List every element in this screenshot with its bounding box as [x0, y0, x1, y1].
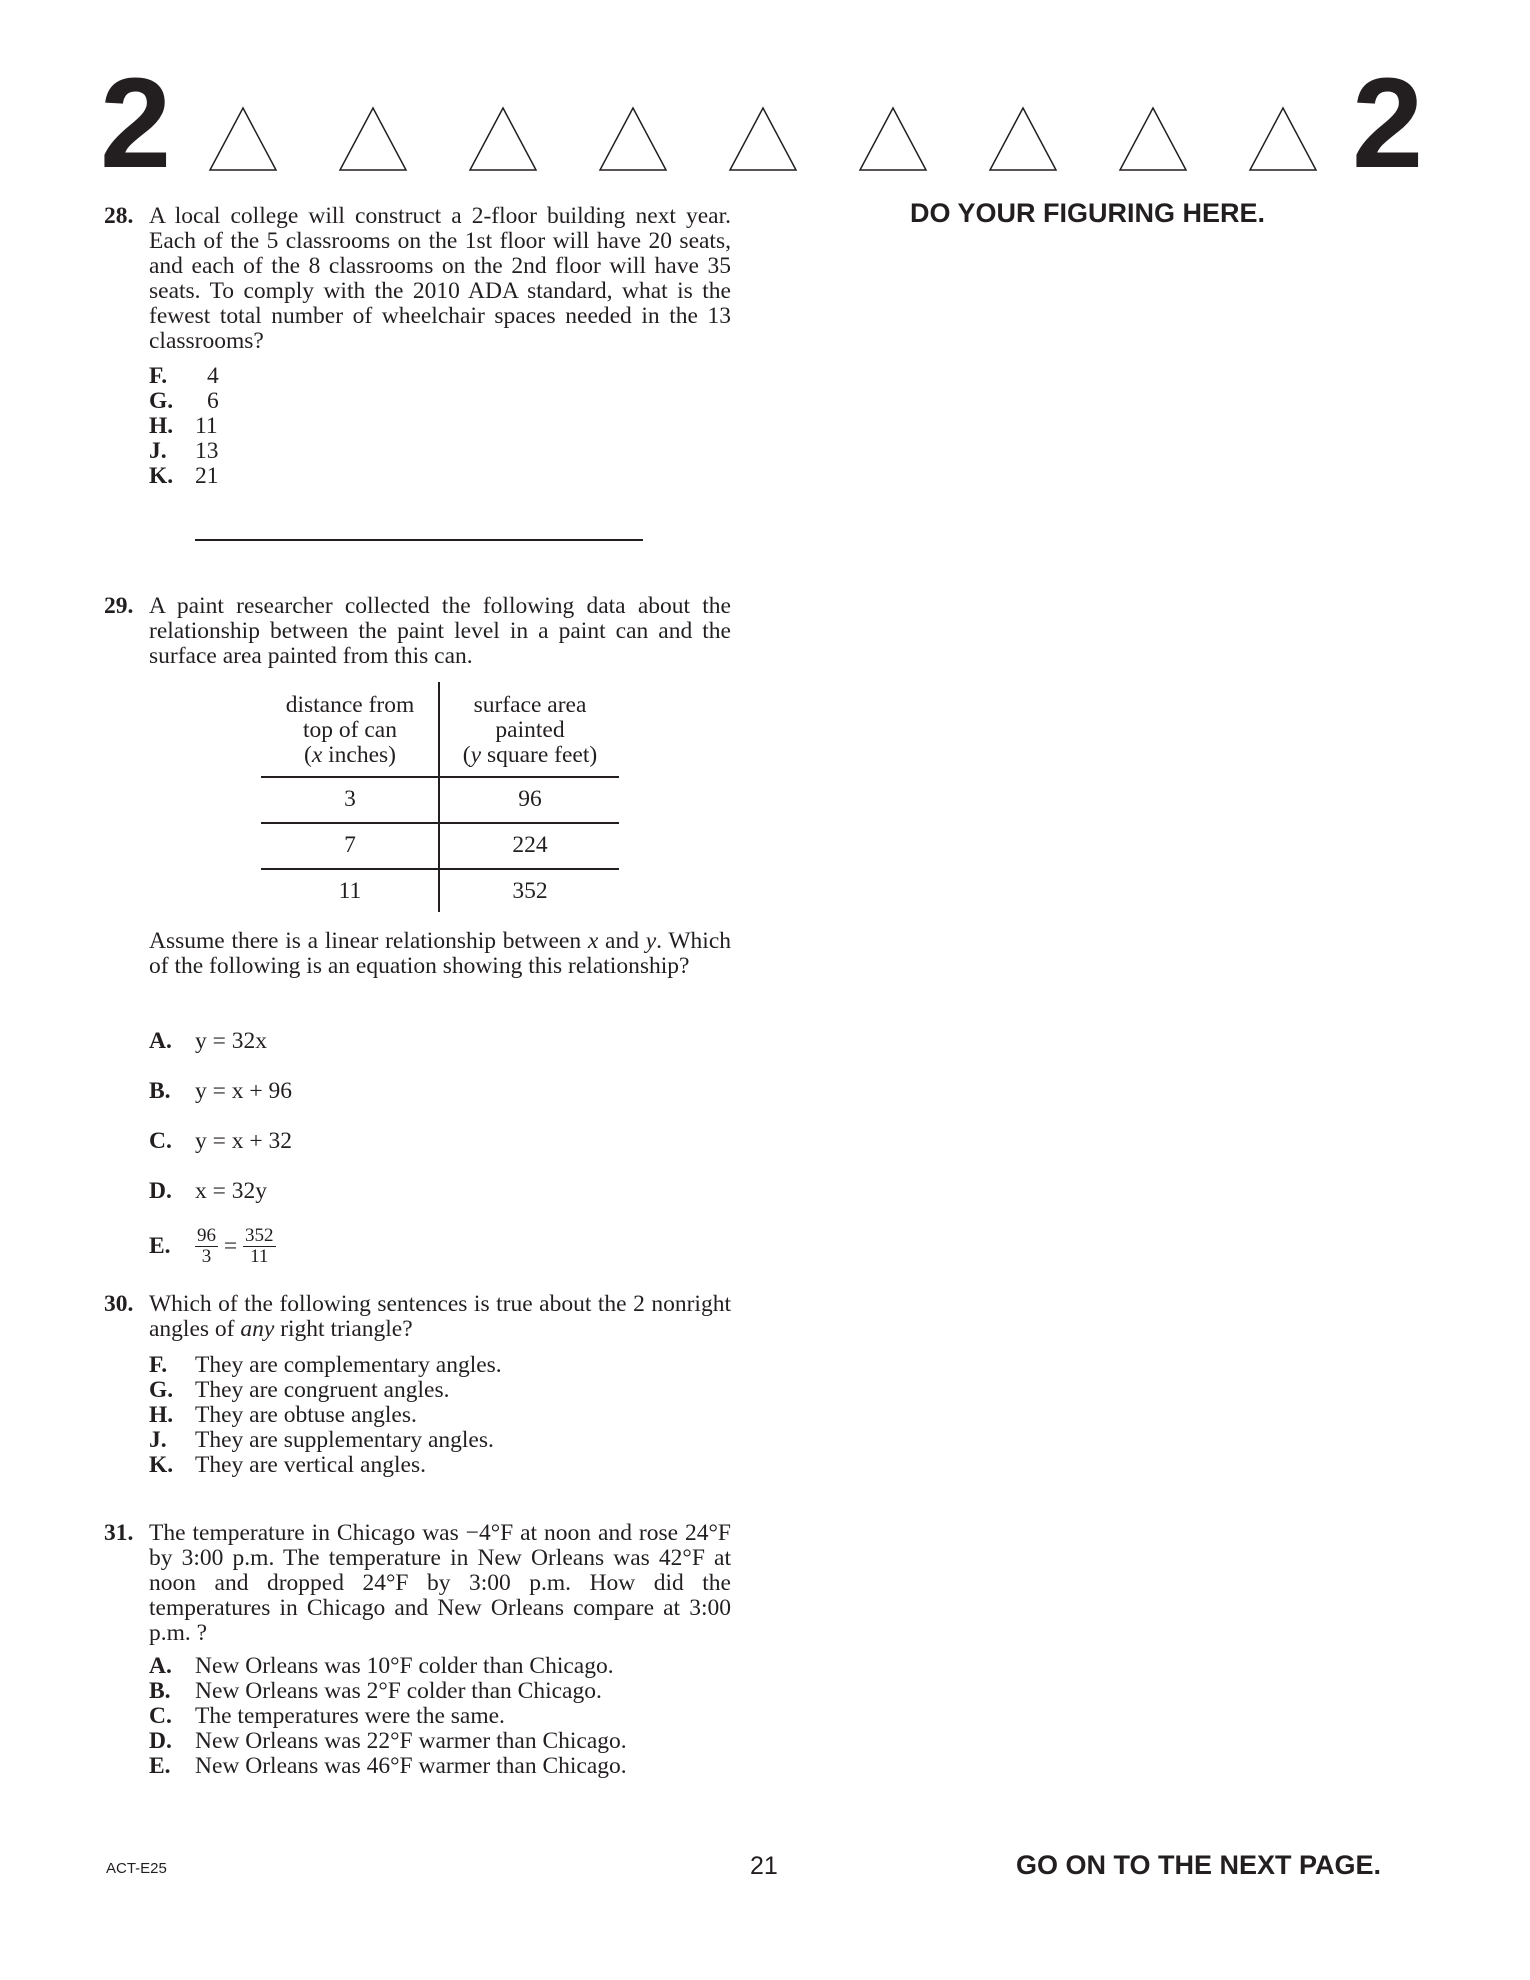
option-letter: F.: [149, 363, 168, 389]
option-letter: B.: [149, 1678, 171, 1704]
option-value: New Orleans was 22°F warmer than Chicago.: [195, 1728, 627, 1754]
question-number: 28.: [104, 203, 134, 229]
option-letter: E.: [149, 1753, 171, 1779]
section-number-right: 2: [1352, 52, 1422, 195]
option-letter: J.: [149, 1427, 167, 1453]
triangle-icon: [858, 106, 928, 172]
triangle-icon: [728, 106, 798, 172]
next-page-note: GO ON TO THE NEXT PAGE.: [1016, 1850, 1382, 1880]
option-letter: K.: [149, 1452, 174, 1478]
option-letter: J.: [149, 438, 167, 464]
option-value: 13: [195, 438, 219, 464]
question-number: 31.: [104, 1520, 134, 1546]
question-text: A paint researcher collected the following data about the relationship between the paint level in a paint can and the surface area painted from this can.: [149, 593, 731, 669]
header-line: painted: [495, 717, 565, 743]
option-letter: H.: [149, 413, 174, 439]
header-line: distance from: [285, 692, 415, 718]
table-cell-y: 96: [518, 786, 542, 812]
option-letter: C.: [149, 1128, 172, 1154]
option-value: They are supplementary angles.: [195, 1427, 494, 1453]
option-letter: H.: [149, 1402, 174, 1428]
question-number: 30.: [104, 1291, 134, 1317]
option-value: New Orleans was 46°F warmer than Chicago.: [195, 1753, 627, 1779]
question-number: 29.: [104, 593, 134, 619]
option-value: $\frac{96}{3}$ = $\frac{352}{11}$: [197, 1225, 274, 1267]
triangle-icon: [338, 106, 408, 172]
option-letter: D.: [149, 1178, 172, 1204]
option-value: 21: [195, 463, 219, 489]
option-letter: C.: [149, 1703, 172, 1729]
question-text: Which of the following sentences is true about the 2 nonright angles of any right triangle?: [149, 1291, 731, 1342]
table-rule: [261, 776, 619, 778]
option-value: They are complementary angles.: [195, 1352, 502, 1378]
header-line: top of can: [303, 717, 397, 743]
option-letter: A.: [149, 1653, 172, 1679]
table-rule: [261, 822, 619, 824]
question-text: The temperature in Chicago was −4°F at noon and rose 24°F by 3:00 p.m. The temperature in New Orleans was 42°F at noon and dropped 24°F by 3:00 p.m. How did the temperatures in Chicago and New Orleans compare at 3:00 p.m. ?: [149, 1520, 731, 1646]
table-cell-y: 352: [512, 878, 548, 904]
option-letter: E.: [149, 1233, 171, 1259]
triangle-icon: [1248, 106, 1318, 172]
option-letter: G.: [149, 388, 174, 414]
option-value: 11: [195, 413, 218, 439]
option-value: They are congruent angles.: [195, 1377, 450, 1403]
table-cell-x: 11: [338, 878, 362, 904]
option-value: 6: [207, 388, 219, 414]
option-value: y = x + 96: [195, 1078, 293, 1104]
question-29-prompt: Assume there is a linear relationship between x and y. Which of the following is an equation showing this relationship?: [149, 928, 732, 979]
header-line: surface area: [473, 692, 587, 718]
triangle-icon: [988, 106, 1058, 172]
table-rule: [261, 868, 619, 870]
page-number: 21: [750, 1852, 778, 1880]
table-header-y: [440, 693, 620, 768]
section-number-left: 2: [100, 52, 170, 195]
triangle-icon: [1118, 106, 1188, 172]
table-cell-x: 7: [344, 832, 356, 858]
table-header-x: [262, 693, 438, 768]
option-letter: G.: [149, 1377, 174, 1403]
option-letter: F.: [149, 1352, 168, 1378]
option-letter: D.: [149, 1728, 172, 1754]
option-value: They are obtuse angles.: [195, 1402, 417, 1428]
option-value: They are vertical angles.: [195, 1452, 426, 1478]
option-value: y = x + 32: [195, 1128, 293, 1154]
figuring-note: DO YOUR FIGURING HERE.: [910, 198, 1266, 228]
triangle-icon: [208, 106, 278, 172]
option-letter: K.: [149, 463, 174, 489]
option-value: x = 32y: [195, 1178, 268, 1204]
table-cell-x: 3: [344, 786, 356, 812]
option-value: The temperatures were the same.: [195, 1703, 505, 1729]
form-code: ACT-E25: [106, 1860, 167, 1877]
question-text: A local college will construct a 2-floor building next year. Each of the 5 classrooms on the 1st floor will have 20 seats, and each of the 8 classrooms on the 2nd floor will have 35 seats. To comply with the 2010 ADA standard, what is the fewest total number of wheelchair spaces needed in the 13 classrooms?: [149, 203, 731, 354]
header-line: (x inches): [303, 742, 396, 768]
option-letter: A.: [149, 1028, 172, 1054]
triangle-icon: [468, 106, 538, 172]
table-cell-y: 224: [512, 832, 548, 858]
option-value: New Orleans was 10°F colder than Chicago.: [195, 1653, 614, 1679]
triangle-icon: [598, 106, 668, 172]
option-value: 4: [207, 363, 219, 389]
fraction: $\frac{96}{3}$: [197, 1225, 216, 1267]
option-letter: B.: [149, 1078, 171, 1104]
option-value: y = 32x: [195, 1028, 268, 1054]
header-line: (y square feet): [462, 742, 598, 768]
option-value: New Orleans was 2°F colder than Chicago.: [195, 1678, 602, 1704]
fraction: $\frac{352}{11}$: [245, 1225, 274, 1267]
divider: [195, 539, 643, 541]
